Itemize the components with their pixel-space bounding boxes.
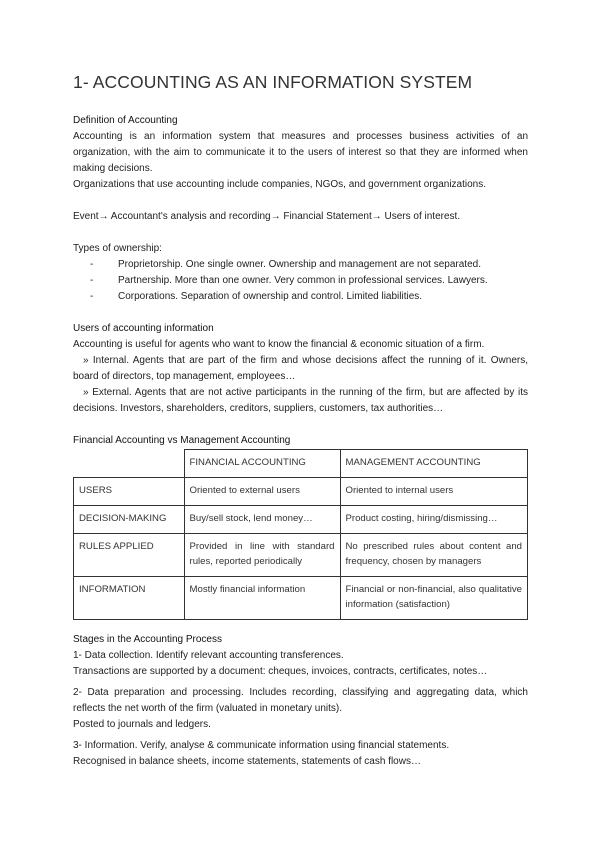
users-section — [73, 321, 528, 417]
stages-heading: Stages in the Accounting Process — [73, 634, 222, 645]
definition-paragraph: Accounting is an information system that measures and processes business activities of an organization, with the aim to communicate it to the users of interest so that they are informed when making decisions. — [73, 131, 528, 174]
table-row — [74, 534, 528, 577]
stage-1-detail: Transactions are supported by a document: cheques, invoices, contracts, certificates, notes… — [73, 666, 488, 677]
page-title: 1- ACCOUNTING AS AN INFORMATION SYSTEM — [73, 72, 473, 92]
definition-heading: Definition of Accounting — [73, 115, 178, 126]
stage-2-title: 2- Data preparation and processing. Includes recording, classifying and aggregating data, which reflects the net worth of the firm (valuated in monetary units). — [73, 687, 528, 714]
table-cell: Buy/sell stock, lend money… — [184, 506, 340, 534]
ownership-item: - Partnership. More than one owner. Very common in professional services. Lawyers. — [73, 273, 528, 289]
stages-section — [73, 632, 528, 770]
ownership-heading: Types of ownership: — [73, 243, 162, 254]
comparison-table — [73, 449, 528, 620]
definition-section — [73, 113, 528, 193]
table-cell: Product costing, hiring/dismissing… — [340, 506, 528, 534]
users-heading: Users of accounting information — [73, 323, 214, 334]
table-cell: USERS — [74, 478, 185, 506]
table-row — [74, 506, 528, 534]
table-cell: Financial or non-financial, also qualitative information (satisfaction) — [340, 577, 528, 620]
accounting-flow: Event→ Accountant's analysis and recording→ Financial Statement→ Users of interest. — [73, 211, 461, 222]
stage-3-detail: Recognised in balance sheets, income statements, statements of cash flows… — [73, 756, 421, 767]
table-cell: DECISION-MAKING — [74, 506, 185, 534]
comparison-heading: Financial Accounting vs Management Accounting — [73, 435, 291, 446]
table-row — [74, 478, 528, 506]
table-cell: Oriented to external users — [184, 478, 340, 506]
users-external: » External. Agents that are not active participants in the running of the firm, but are affected by its decisions. Investors, shareholders, creditors, suppliers, customers, tax authorities… — [73, 387, 528, 414]
users-internal: » Internal. Agents that are part of the firm and whose decisions affect the running of it. Owners, board of directors, top management, employees… — [73, 355, 528, 382]
table-cell: RULES APPLIED — [74, 534, 185, 577]
table-row — [74, 577, 528, 620]
organizations-paragraph: Organizations that use accounting include companies, NGOs, and government organizations. — [73, 179, 487, 190]
table-header-cell — [74, 450, 185, 478]
ownership-section — [73, 241, 528, 305]
ownership-item: - Proprietorship. One single owner. Ownership and management are not separated. — [73, 257, 528, 273]
stage-1-title: 1- Data collection. Identify relevant accounting transferences. — [73, 650, 344, 661]
stage-2-detail: Posted to journals and ledgers. — [73, 719, 211, 730]
users-intro: Accounting is useful for agents who want to know the financial & economic situation of a firm. — [73, 339, 485, 350]
stage-3-title: 3- Information. Verify, analyse & communicate information using financial statements. — [73, 740, 450, 751]
table-cell: Oriented to internal users — [340, 478, 528, 506]
table-cell: INFORMATION — [74, 577, 185, 620]
table-header-cell: FINANCIAL ACCOUNTING — [184, 450, 340, 478]
table-cell: No prescribed rules about content and frequency, chosen by managers — [340, 534, 528, 577]
table-header-cell: MANAGEMENT ACCOUNTING — [340, 450, 528, 478]
ownership-item: - Corporations. Separation of ownership and control. Limited liabilities. — [73, 289, 528, 305]
table-cell: Provided in line with standard rules, reported periodically — [184, 534, 340, 577]
table-cell: Mostly financial information — [184, 577, 340, 620]
table-header-row — [74, 450, 528, 478]
